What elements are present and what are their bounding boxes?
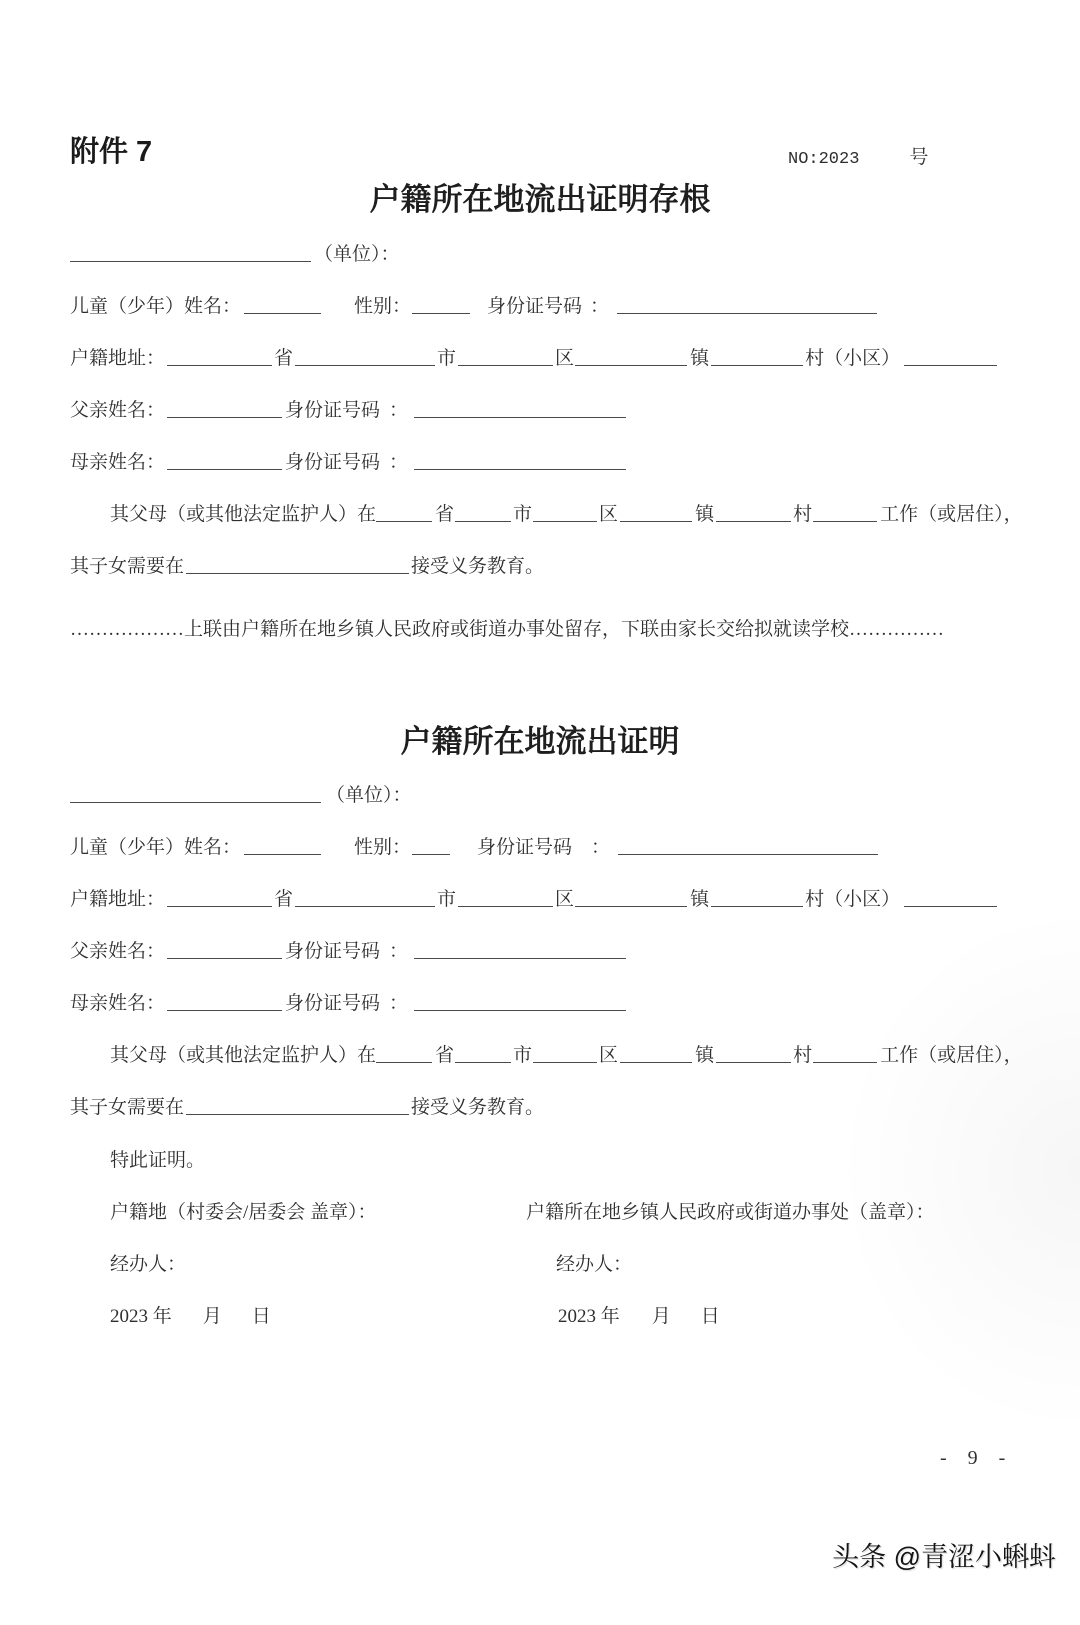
cert-school-prefix: 其子女需要在 (70, 1097, 185, 1118)
left-date-day: 日 (251, 1306, 271, 1327)
cert-closing: 特此证明。 (110, 1150, 206, 1171)
stub-address-row (70, 346, 997, 372)
cert-guardian-prefix: 其父母（或其他法定监护人）在 (110, 1045, 377, 1066)
separator-left-dots: ……………… (70, 619, 184, 640)
cert-guardian-village: 村 (793, 1045, 813, 1066)
cert-mother-id-colon: ： (389, 993, 409, 1014)
cert-address-detail-blank (904, 906, 997, 907)
stub-address-town-blank (575, 365, 687, 366)
cert-school-blank (186, 1114, 409, 1115)
stub-mother-id-label: 身份证号码 (285, 452, 381, 473)
cert-guardian-city: 市 (513, 1045, 533, 1066)
page-number: - 9 - (940, 1447, 1006, 1469)
cert-guardian-row (110, 1043, 1023, 1069)
stub-guardian-row (110, 502, 1023, 528)
stub-father-id-colon: ： (389, 400, 409, 421)
cert-mother-name-label: 母亲姓名： (70, 993, 166, 1014)
stub-guardian-town-blank (620, 521, 692, 522)
cert-mother-row (70, 991, 626, 1017)
stub-guardian-province-blank (376, 521, 432, 522)
cut-line-separator (70, 617, 944, 643)
cert-unit-blank (70, 802, 321, 803)
stub-unit-blank (70, 261, 311, 262)
stub-mother-row (70, 450, 626, 476)
stub-mother-name-blank (167, 469, 282, 470)
stub-title: 户籍所在地流出证明存根 (369, 182, 711, 217)
cert-child-id-blank (618, 854, 878, 855)
cert-father-row (70, 939, 626, 965)
cert-address-province-blank (167, 906, 272, 907)
right-date-month: 月 (651, 1306, 671, 1327)
stub-father-row (70, 398, 626, 424)
stub-guardian-district: 区 (599, 504, 619, 525)
cert-address-district-blank (458, 906, 553, 907)
stub-father-id-blank (414, 417, 626, 418)
left-date-row (110, 1304, 271, 1330)
cert-father-id-label: 身份证号码 (285, 941, 381, 962)
cert-guardian-province: 省 (435, 1045, 455, 1066)
cert-address-label: 户籍地址： (70, 889, 166, 910)
cert-father-name-label: 父亲姓名： (70, 941, 166, 962)
stub-address-province-blank (167, 365, 272, 366)
document-number (788, 145, 928, 171)
stub-guardian-suffix: 工作（或居住）， (880, 504, 1023, 525)
right-handler-label: 经办人： (556, 1254, 633, 1275)
stub-address-province: 省 (274, 348, 294, 369)
right-handler-row (556, 1252, 632, 1278)
cert-guardian-town: 镇 (695, 1045, 715, 1066)
cert-child-id-colon: ： (591, 837, 611, 858)
stub-child-row (70, 294, 877, 320)
cert-mother-id-label: 身份证号码 (285, 993, 381, 1014)
cert-unit-row (70, 783, 412, 809)
cert-guardian-province-blank (376, 1062, 432, 1063)
stub-father-name-blank (167, 417, 282, 418)
cert-guardian-district: 区 (599, 1045, 619, 1066)
stub-address-village-blank (711, 365, 803, 366)
stub-unit-row (70, 242, 400, 268)
stub-school-row (70, 554, 544, 580)
cert-school-suffix: 接受义务教育。 (411, 1097, 545, 1118)
document-number-suffix: 号 (909, 147, 929, 168)
stub-address-village: 村（小区） (805, 348, 901, 369)
cert-child-name-blank (244, 854, 321, 855)
cert-guardian-district-blank (533, 1062, 597, 1063)
cert-address-village: 村（小区） (805, 889, 901, 910)
cert-mother-id-blank (414, 1010, 626, 1011)
left-date-month: 月 (202, 1306, 222, 1327)
cert-address-city-blank (295, 906, 435, 907)
stub-school-prefix: 其子女需要在 (70, 556, 185, 577)
stub-guardian-province: 省 (435, 504, 455, 525)
stub-address-detail-blank (904, 365, 997, 366)
left-seal-row (110, 1200, 377, 1226)
cert-address-district: 区 (555, 889, 575, 910)
stub-guardian-detail-blank (813, 521, 877, 522)
cert-father-name-blank (167, 958, 282, 959)
stub-address-district-blank (458, 365, 553, 366)
stub-address-district: 区 (555, 348, 575, 369)
left-date-year: 2023 年 (110, 1306, 172, 1327)
cert-guardian-city-blank (455, 1062, 511, 1063)
stub-father-name-label: 父亲姓名： (70, 400, 166, 421)
cert-child-name-label: 儿童（少年）姓名： (70, 837, 242, 858)
stub-address-label: 户籍地址： (70, 348, 166, 369)
right-date-year: 2023 年 (558, 1306, 620, 1327)
cert-mother-name-blank (167, 1010, 282, 1011)
cert-unit-label: （单位）： (326, 785, 412, 806)
cert-address-town: 镇 (690, 889, 710, 910)
cert-guardian-town-blank (620, 1062, 692, 1063)
cert-guardian-detail-blank (813, 1062, 877, 1063)
stub-mother-id-blank (414, 469, 626, 470)
cert-gender-label: 性别： (354, 837, 412, 858)
stub-address-city-blank (295, 365, 435, 366)
certificate-title: 户籍所在地流出证明 (400, 724, 680, 759)
stub-child-name-blank (244, 313, 321, 314)
stub-guardian-village: 村 (793, 504, 813, 525)
stub-mother-id-colon: ： (389, 452, 409, 473)
stub-address-town: 镇 (690, 348, 710, 369)
cert-address-row (70, 887, 997, 913)
stub-gender-blank (412, 313, 470, 314)
stub-mother-name-label: 母亲姓名： (70, 452, 166, 473)
cert-child-row (70, 835, 878, 861)
cert-address-town-blank (575, 906, 687, 907)
right-date-row (558, 1304, 720, 1330)
cert-father-id-colon: ： (389, 941, 409, 962)
stub-school-suffix: 接受义务教育。 (411, 556, 545, 577)
stub-father-id-label: 身份证号码 (285, 400, 381, 421)
stub-guardian-city-blank (455, 521, 511, 522)
right-date-day: 日 (700, 1306, 720, 1327)
cert-gender-blank (412, 854, 450, 855)
cert-address-province: 省 (274, 889, 294, 910)
right-seal-label: 户籍所在地乡镇人民政府或街道办事处（盖章）： (526, 1202, 935, 1223)
stub-address-city: 市 (437, 348, 457, 369)
stub-unit-label: （单位）： (314, 244, 400, 265)
left-handler-row (110, 1252, 186, 1278)
cert-address-city: 市 (437, 889, 457, 910)
stub-child-id-colon: ： (590, 296, 610, 317)
cert-school-row (70, 1095, 544, 1121)
left-seal-label: 户籍地（村委会/居委会 盖章）： (110, 1202, 377, 1223)
stub-guardian-prefix: 其父母（或其他法定监护人）在 (110, 504, 377, 525)
stub-guardian-town: 镇 (695, 504, 715, 525)
separator-text: 上联由户籍所在地乡镇人民政府或街道办事处留存，下联由家长交给拟就读学校 (184, 619, 850, 640)
stub-guardian-district-blank (533, 521, 597, 522)
stub-school-blank (186, 573, 409, 574)
left-handler-label: 经办人： (110, 1254, 187, 1275)
cert-address-village-blank (711, 906, 803, 907)
attachment-label: 附件 7 (70, 136, 153, 168)
stub-child-name-label: 儿童（少年）姓名： (70, 296, 242, 317)
stub-child-id-label: 身份证号码 (487, 296, 583, 317)
right-seal-row (526, 1200, 935, 1226)
stub-guardian-city: 市 (513, 504, 533, 525)
watermark-text: 头条 @青涩小蝌蚪 (832, 1542, 1056, 1572)
cert-child-id-label: 身份证号码 (477, 837, 573, 858)
stub-child-id-blank (617, 313, 877, 314)
cert-closing-row (110, 1148, 205, 1174)
separator-right-dots: …………… (849, 619, 945, 640)
stub-guardian-village-blank (716, 521, 791, 522)
cert-father-id-blank (414, 958, 626, 959)
cert-guardian-village-blank (716, 1062, 791, 1063)
document-number-prefix: NO:2023 (788, 150, 860, 169)
stub-gender-label: 性别： (354, 296, 412, 317)
cert-guardian-suffix: 工作（或居住）， (880, 1045, 1023, 1066)
